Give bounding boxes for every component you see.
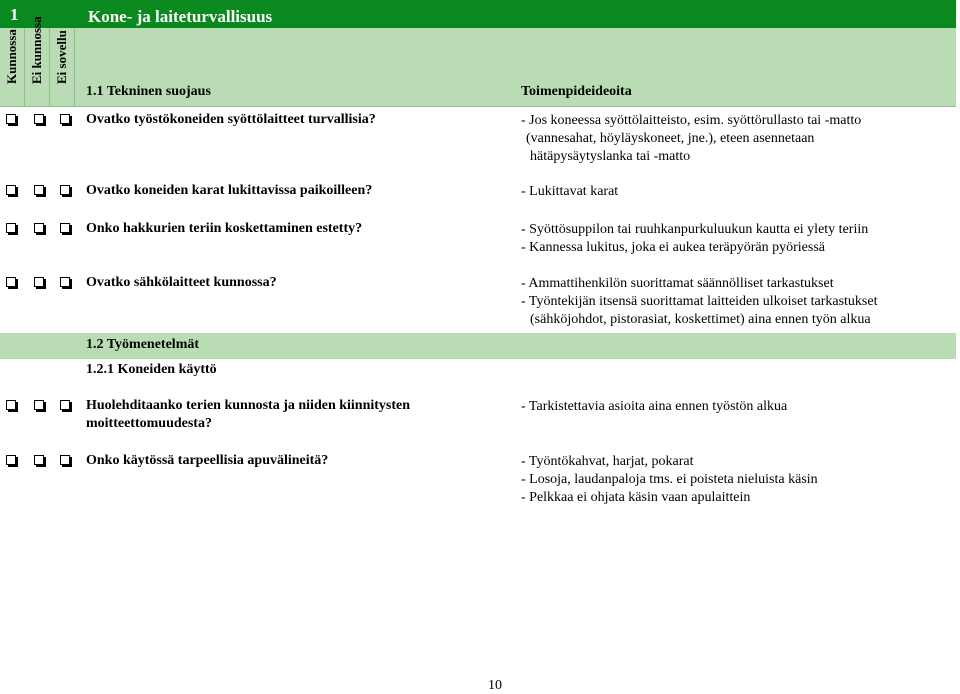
ideas-text: - Syöttösuppilon tai ruuhkanpurkuluukun kautta ei ylety teriin - Kannessa lukitus, joka ei aukea teräpyörän pyöriessä	[521, 222, 869, 255]
checkbox-kunnossa[interactable]	[6, 277, 16, 287]
checkbox-kunnossa[interactable]	[6, 455, 16, 465]
page-number: 10	[488, 678, 502, 693]
checkbox-ei-kunnossa[interactable]	[34, 455, 44, 465]
question-text: Ovatko koneiden karat lukittavissa paikoilleen?	[86, 183, 373, 198]
checkbox-ei-kunnossa[interactable]	[34, 400, 44, 410]
checkbox-ei-sovellu[interactable]	[60, 185, 70, 195]
ideas-text: - Ammattihenkilön suorittamat säännölliset tarkastukset - Työntekijän itsensä suorittamat laitteiden ulkoiset tarkastukset (sähköjohdot, pistorasiat, koskettimet) aina ennen työn alkua	[521, 276, 878, 327]
question-text: Huolehditaanko terien kunnosta ja niiden kiinnitysten	[86, 398, 411, 413]
section-title: Kone- ja laiteturvallisuus	[88, 7, 273, 26]
question-text: Onko hakkurien teriin koskettaminen estetty?	[86, 221, 363, 236]
ideas-text: - Jos koneessa syöttölaitteisto, esim. syöttörullasto tai -matto (vannesahat, höyläyskoneet, jne.), eteen asennetaan hätäpysäytyslanka tai -matto	[521, 113, 862, 164]
column-header-kunnossa: Kunnossa	[0, 28, 25, 106]
checkbox-ei-sovellu[interactable]	[60, 114, 70, 124]
ideas-text: - Lukittavat karat	[521, 184, 619, 199]
subsection2-title: 1.2 Työmenetelmät	[86, 337, 200, 352]
question-text: Onko käytössä tarpeellisia apuvälineitä?	[86, 453, 329, 468]
checkbox-ei-kunnossa[interactable]	[34, 223, 44, 233]
column-header-ei-sovellu: Ei sovellu	[50, 28, 75, 106]
checkbox-ei-sovellu[interactable]	[60, 455, 70, 465]
column-header-ei-kunnossa: Ei kunnossa	[25, 28, 50, 106]
checkbox-ei-kunnossa[interactable]	[34, 277, 44, 287]
ideas-header: Toimenpideideoita	[521, 84, 632, 99]
checkbox-ei-kunnossa[interactable]	[34, 114, 44, 124]
ideas-text: - Työntökahvat, harjat, pokarat - Losoja, laudanpaloja tms. ei poisteta nieluista käsin - Pelkkaa ei ohjata käsin vaan apulaittein	[521, 454, 818, 505]
checkbox-kunnossa[interactable]	[6, 400, 16, 410]
checkbox-ei-sovellu[interactable]	[60, 223, 70, 233]
checkbox-ei-sovellu[interactable]	[60, 400, 70, 410]
subsection2-subtitle: 1.2.1 Koneiden käyttö	[86, 362, 217, 377]
section-header-bar	[0, 0, 956, 28]
question-text: Ovatko sähkölaitteet kunnossa?	[86, 275, 277, 290]
subsection-title: 1.1 Tekninen suojaus	[86, 84, 211, 99]
section-number: 1	[10, 5, 19, 24]
checkbox-ei-sovellu[interactable]	[60, 277, 70, 287]
question-text: Ovatko työstökoneiden syöttölaitteet turvallisia?	[86, 112, 376, 127]
ideas-text: - Tarkistettavia asioita aina ennen työstön alkua	[521, 399, 788, 414]
checkbox-ei-kunnossa[interactable]	[34, 185, 44, 195]
checkbox-kunnossa[interactable]	[6, 185, 16, 195]
checkbox-kunnossa[interactable]	[6, 223, 16, 233]
question-text-continued: moitteettomuudesta?	[86, 416, 212, 431]
checkbox-kunnossa[interactable]	[6, 114, 16, 124]
